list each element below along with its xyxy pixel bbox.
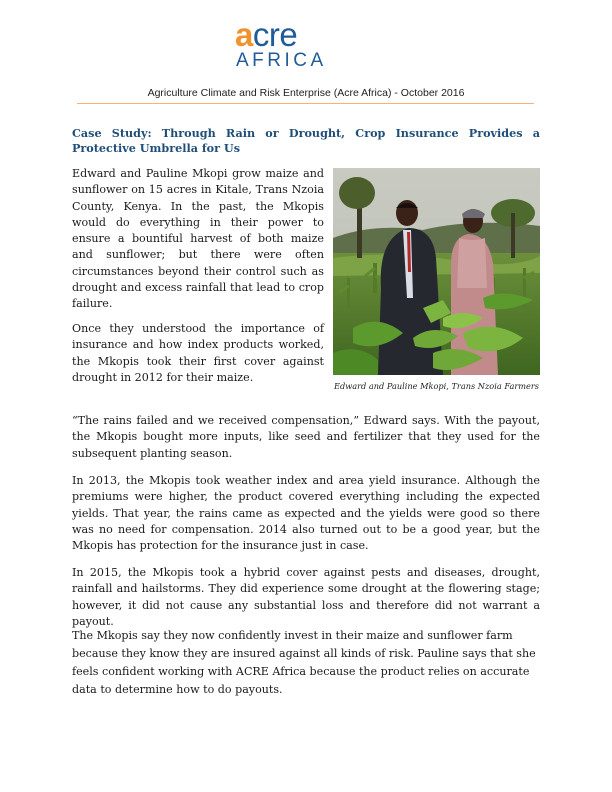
header-tagline: Agriculture Climate and Risk Enterprise (Acre Africa) - October 2016 bbox=[147, 87, 465, 99]
paragraph-confidence: The Mkopis say they now confidently invest in their maize and sunflower farm because they know they are insured against all kinds of risk. Pauline says that she feels confident working with ACRE Africa because the product relies on accurate data to determine how to do payouts. bbox=[72, 629, 536, 696]
paragraph-first-cover: Once they understood the importance of insurance and how index products worked, the Mkopis took their first cover against drought in 2012 for their maize. bbox=[72, 322, 324, 384]
logo-wordmark: acre bbox=[235, 16, 298, 53]
paragraph-intro: Edward and Pauline Mkopi grow maize and sunflower on 15 acres in Kitale, Trans Nzoia County, Kenya. In the past, the Mkopis would do everything in their power to ensure a bountiful harvest of both maize and sunflower; but there were often circumstances beyond their control such as drought and excess rainfall that lead to crop failure. bbox=[72, 167, 324, 311]
logo-subtitle: AFRICA bbox=[236, 50, 327, 71]
photo-caption: Edward and Pauline Mkopi, Trans Nzoia Farmers bbox=[334, 381, 539, 391]
acre-africa-logo bbox=[235, 18, 335, 74]
paragraph-2013: In 2013, the Mkopis took weather index and area yield insurance. Although the premiums were higher, the product covered everything including the expected yields. That year, the rains came as expected and the yields were good so there was no need for compensation. 2014 also turned out to be a good year, but the Mkopis has protection for the insurance just in case. bbox=[72, 474, 540, 553]
paragraph-compensation: “The rains failed and we received compensation,” Edward says. With the payout, the Mkopis bought more inputs, like seed and fertilizer that they used for the subsequent planting season. bbox=[72, 414, 540, 460]
paragraph-2015: In 2015, the Mkopis took a hybrid cover against pests and diseases, drought, rainfall and hailstorms. They did experience some drought at the flowering stage; however, it did not cause any substantial loss and therefore did not warrant a payout. bbox=[72, 566, 540, 628]
header-divider bbox=[77, 103, 534, 104]
farmers-photo bbox=[333, 168, 540, 375]
case-study-title: Case Study: Through Rain or Drought, Crop Insurance Provides a Protective Umbrella for Us bbox=[72, 126, 540, 155]
